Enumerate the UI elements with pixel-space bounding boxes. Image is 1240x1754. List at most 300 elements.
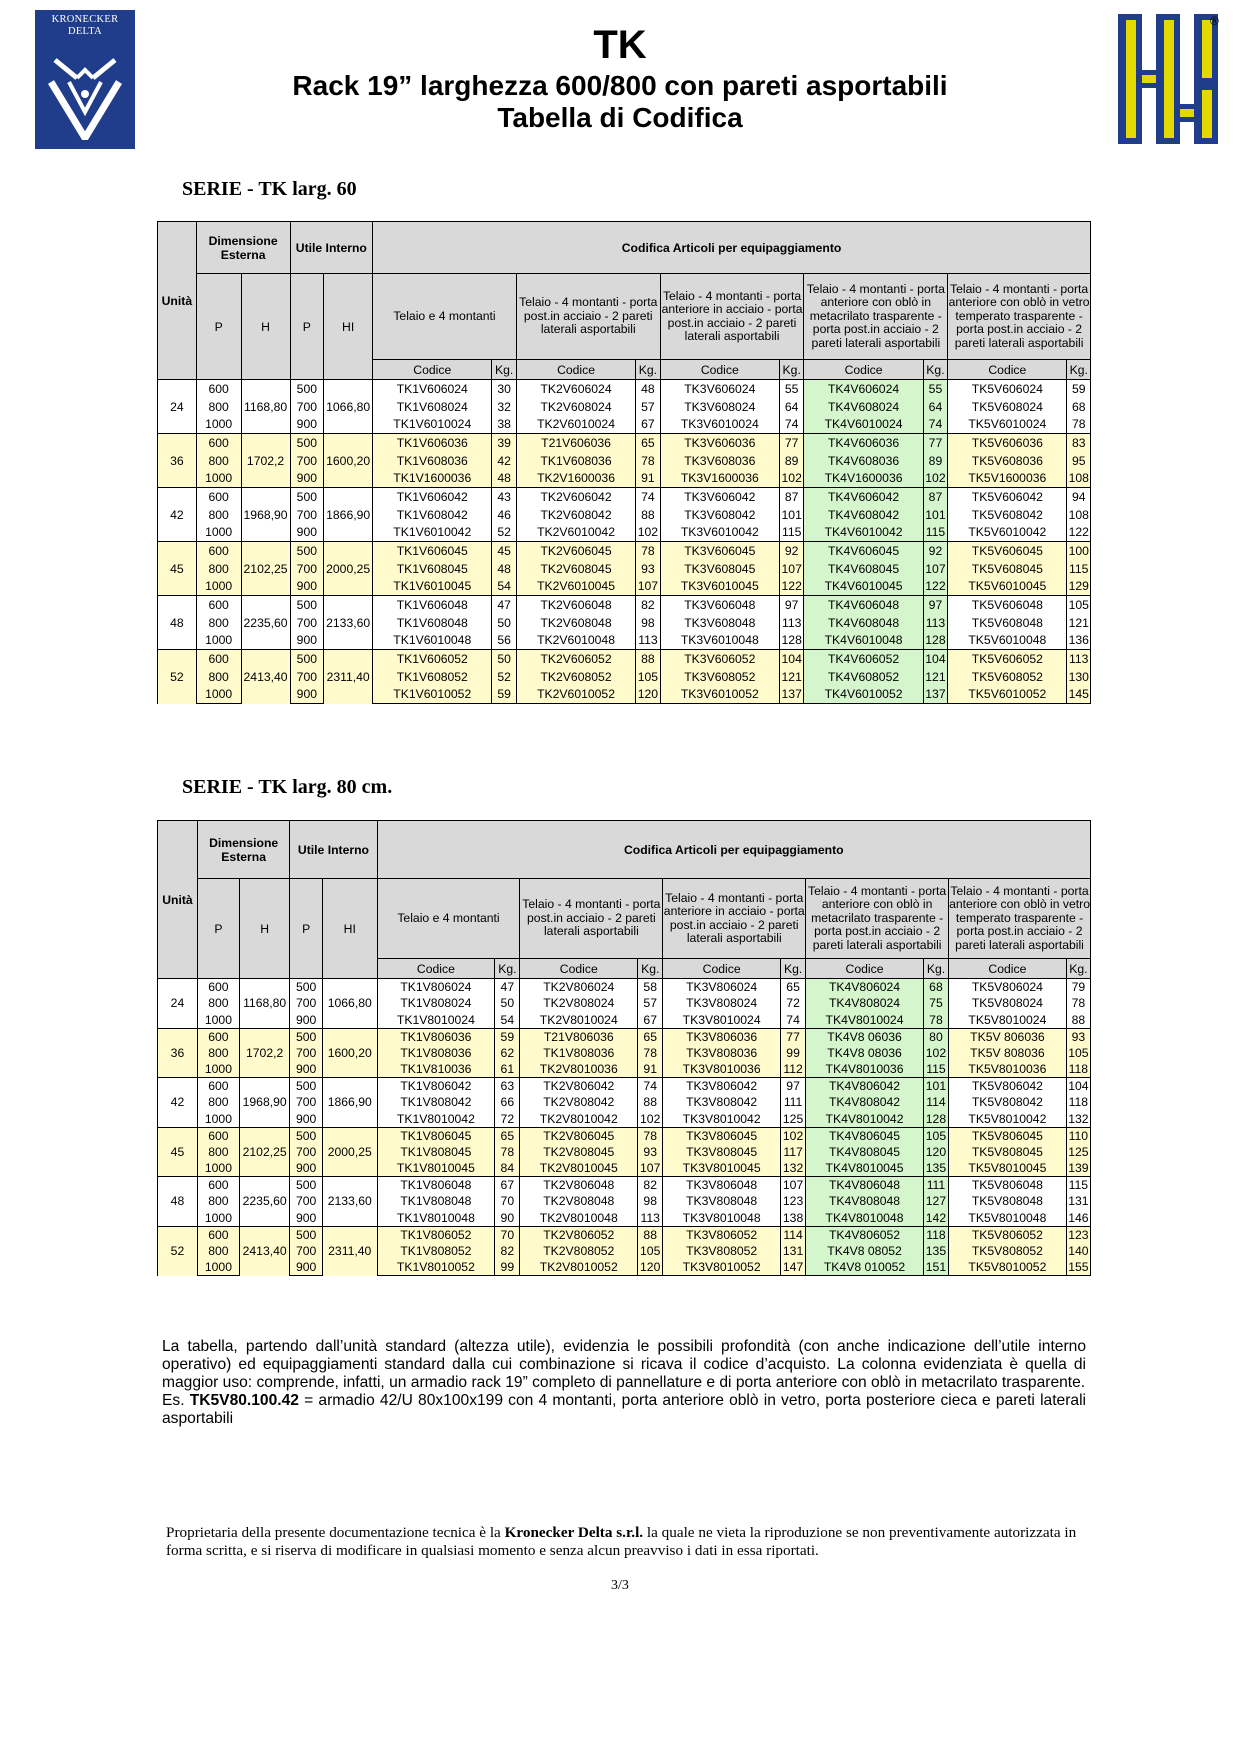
cell-kg: 107 <box>638 1160 663 1177</box>
cell-kg: 114 <box>780 1226 805 1243</box>
cell-kg: 58 <box>638 979 663 996</box>
cell-p: 800 <box>197 1094 239 1111</box>
table-row <box>158 596 1091 614</box>
cell-codice: TK1V608024 <box>373 398 492 416</box>
cell-kg: 93 <box>638 1144 663 1161</box>
cell-codice: TK2V6010048 <box>516 632 635 650</box>
cell-p-utile: 900 <box>290 416 324 434</box>
cell-codice: TK3V608048 <box>660 614 779 632</box>
cell-codice: TK5V1600036 <box>948 470 1067 488</box>
cell-p: 800 <box>196 506 241 524</box>
cell-unita: 45 <box>158 542 197 596</box>
page-number: 3/3 <box>611 1578 629 1593</box>
cell-codice: TK4V806052 <box>806 1226 924 1243</box>
cell-codice: TK1V608042 <box>373 506 492 524</box>
cell-unita: 24 <box>158 380 197 434</box>
cell-kg: 112 <box>780 1061 805 1078</box>
header-util-hi: HI <box>322 879 377 979</box>
cell-kg: 118 <box>923 1226 948 1243</box>
table-row <box>158 578 1091 596</box>
cell-codice: TK4V606036 <box>804 434 923 452</box>
cell-codice: TK3V606024 <box>660 380 779 398</box>
cell-kg: 132 <box>780 1160 805 1177</box>
cell-unita: 52 <box>158 1226 198 1276</box>
header-codice: Codice <box>516 360 635 380</box>
config-label-4: Telaio - 4 montanti - porta anteriore con oblò in metacrilato trasparente - porta post.in acciaio - 2 pareti laterali asportabili <box>804 274 948 360</box>
cell-codice: TK5V808052 <box>949 1243 1067 1260</box>
table-row <box>158 1210 1091 1227</box>
cell-codice: TK1V6010048 <box>373 632 492 650</box>
cell-kg: 131 <box>1068 1194 1089 1209</box>
cell-codice: TK5V606048 <box>948 596 1067 614</box>
cell-kg: 54 <box>492 578 516 596</box>
cell-codice: TK4V8 08052 <box>806 1243 924 1260</box>
cell-kg: 82 <box>495 1243 520 1260</box>
config-label-3: Telaio - 4 montanti - porta anteriore in acciaio - porta post.in acciaio - 2 pareti laterali asportabili <box>663 879 806 959</box>
config-label-4: Telaio - 4 montanti - porta anteriore con oblò in metacrilato trasparente - porta post.in acciaio - 2 pareti laterali asportabili <box>806 879 949 959</box>
cell-codice: TK3V6010045 <box>660 578 779 596</box>
cell-codice: TK4V608048 <box>804 614 923 632</box>
cell-codice: TK2V608024 <box>516 398 635 416</box>
cell-codice: TK2V1600036 <box>516 470 635 488</box>
cell-codice: TK4V8 08036 <box>806 1045 924 1062</box>
cell-kg: 140 <box>1068 1243 1089 1258</box>
config-label-1: Telaio e 4 montanti <box>377 879 520 959</box>
header-codice: Codice <box>949 959 1067 979</box>
cell-p: 1000 <box>197 1012 239 1029</box>
cell-kg: 80 <box>923 1028 948 1045</box>
cell-codice: TK5V808042 <box>949 1094 1067 1111</box>
cell-kg: 47 <box>495 979 520 996</box>
cell-p: 600 <box>197 1078 239 1095</box>
cell-kg: 65 <box>780 979 805 996</box>
cell-hi: 1866,90 <box>322 1078 377 1128</box>
cell-kg: 61 <box>495 1061 520 1078</box>
cell-codice: TK2V606048 <box>516 596 635 614</box>
cell-kg: 59 <box>492 686 516 704</box>
cell-p-utile: 500 <box>290 650 324 668</box>
cell-kg: 107 <box>780 1177 805 1194</box>
header-dim-p: P <box>196 274 241 380</box>
cell-codice: TK5V806052 <box>949 1226 1067 1243</box>
cell-codice: TK5V6010048 <box>948 632 1067 650</box>
cell-kg: 105 <box>1067 596 1091 614</box>
cell-codice: TK5V 808036 <box>949 1045 1067 1062</box>
cell-p: 1000 <box>196 416 241 434</box>
cell-kg: 78 <box>923 1012 948 1029</box>
cell-codice: TK3V6010042 <box>660 524 779 542</box>
cell-kg: 94 <box>1067 488 1091 506</box>
table-row <box>158 542 1091 560</box>
cell-codice: TK5V808045 <box>949 1144 1067 1161</box>
header-kg: Kg. <box>1067 360 1091 380</box>
cell-kg: 50 <box>495 995 520 1012</box>
cell-kg: 118 <box>1066 1094 1090 1111</box>
cell-p: 600 <box>196 434 241 452</box>
cell-p-utile: 900 <box>290 1061 323 1078</box>
cell-kg: 101 <box>923 1078 948 1095</box>
cell-codice: TK4V608036 <box>804 452 923 470</box>
cell-p: 800 <box>197 1243 239 1260</box>
cell-codice: TK2V606024 <box>516 380 635 398</box>
cell-codice: TK2V606045 <box>516 542 635 560</box>
cell-h: 2413,40 <box>239 1226 289 1276</box>
config-label-2: Telaio - 4 montanti - porta post.in acciaio - 2 pareti laterali asportabili <box>516 274 660 360</box>
cell-h: 1702,2 <box>241 434 290 488</box>
cell-kg: 74 <box>636 488 660 506</box>
cell-codice: TK5V 806036 <box>949 1028 1067 1045</box>
table-row <box>158 614 1091 632</box>
cell-kg: 125 <box>780 1111 805 1128</box>
cell-codice: TK5V608042 <box>948 506 1067 524</box>
cell-kg: 67 <box>495 1177 520 1194</box>
cell-hi: 2000,25 <box>322 1127 377 1177</box>
cell-kg: 107 <box>779 560 803 578</box>
cell-codice: TK1V808042 <box>377 1094 495 1111</box>
header-unita: Unità <box>158 222 197 380</box>
cell-kg: 65 <box>638 1028 663 1045</box>
cell-codice: TK4V608052 <box>804 668 923 686</box>
cell-p: 800 <box>196 452 241 470</box>
cell-p-utile: 700 <box>290 452 324 470</box>
cell-codice: TK3V606042 <box>660 488 779 506</box>
cell-kg: 70 <box>495 1193 520 1210</box>
cell-hi: 1066,80 <box>324 380 373 434</box>
cell-unita: 36 <box>158 1028 198 1078</box>
cell-codice: TK1V6010042 <box>373 524 492 542</box>
cell-codice: TK5V806048 <box>949 1177 1067 1194</box>
table-row <box>158 1045 1091 1062</box>
header-codice: Codice <box>520 959 638 979</box>
cell-p: 600 <box>197 1177 239 1194</box>
cell-kg: 78 <box>638 1045 663 1062</box>
cell-p-utile: 500 <box>290 1226 323 1243</box>
cell-codice: TK4V8 06036 <box>806 1028 924 1045</box>
cell-codice: TK5V6010052 <box>948 686 1067 704</box>
cell-codice: TK3V606045 <box>660 542 779 560</box>
cell-p-utile: 700 <box>290 668 324 686</box>
note-text: La tabella, partendo dall’unità standard (altezza utile), evidenzia le possibili profondità (con anche indicazione dell’utile interno operativo) ed equipaggiamenti standard dalla cui combinazione si ricava il codice d’acquisto. La colonna evidenziata è quella di maggior uso: comprende, infatti, un armadio rack 19” completo di pannellature e di porta anteriore con oblò in metacrilato trasparente. <box>162 1338 1086 1391</box>
cell-kg: 55 <box>779 380 803 398</box>
header-util-p: P <box>290 274 324 380</box>
cell-kg: 68 <box>923 979 948 996</box>
cell-kg: 74 <box>779 416 803 434</box>
cell-kg: 89 <box>923 452 947 470</box>
cell-p: 1000 <box>197 1061 239 1078</box>
cell-p: 1000 <box>197 1210 239 1227</box>
cell-codice: TK2V8010042 <box>520 1111 638 1128</box>
cell-p: 800 <box>196 560 241 578</box>
cell-p: 800 <box>197 1193 239 1210</box>
cell-codice: TK1V608036 <box>516 452 635 470</box>
cell-kg: 128 <box>923 632 947 650</box>
cell-codice: TK4V8010048 <box>806 1210 924 1227</box>
cell-p: 1000 <box>196 578 241 596</box>
cell-kg: 78 <box>636 542 660 560</box>
cell-codice: TK5V808048 <box>949 1193 1067 1210</box>
config-label-1: Telaio e 4 montanti <box>373 274 517 360</box>
cell-kg: 78 <box>495 1144 520 1161</box>
cell-kg: 120 <box>638 1259 663 1276</box>
cell-kg: 64 <box>779 398 803 416</box>
cell-codice: TK4V608045 <box>804 560 923 578</box>
cell-codice: TK3V1600036 <box>660 470 779 488</box>
cell-kg: 63 <box>495 1078 520 1095</box>
cell-kg: 83 <box>1067 434 1091 452</box>
cell-codice: TK1V808052 <box>377 1243 495 1260</box>
cell-kg: 50 <box>492 614 516 632</box>
table-row <box>158 524 1091 542</box>
cell-kg: 82 <box>636 596 660 614</box>
cell-codice: TK2V608052 <box>516 668 635 686</box>
cell-hi: 2000,25 <box>324 542 373 596</box>
footer-company: Kronecker Delta s.r.l. <box>504 1524 644 1541</box>
cell-kg: 120 <box>923 1144 948 1161</box>
cell-p-utile: 900 <box>290 632 324 650</box>
cell-codice: TK3V806052 <box>663 1226 781 1243</box>
cell-kg: 52 <box>492 668 516 686</box>
cell-kg: 101 <box>779 506 803 524</box>
cell-codice: TK5V806042 <box>949 1078 1067 1095</box>
cell-p-utile: 700 <box>290 614 324 632</box>
cell-kg: 90 <box>495 1210 520 1227</box>
cell-codice: TK1V608045 <box>373 560 492 578</box>
cell-p: 600 <box>196 488 241 506</box>
cell-codice: TK5V8010042 <box>949 1111 1067 1128</box>
cell-h: 2235,60 <box>239 1177 289 1227</box>
cell-codice: TK2V8010045 <box>520 1160 638 1177</box>
explanatory-note <box>162 1338 1086 1428</box>
cell-codice: TK5V606052 <box>948 650 1067 668</box>
cell-kg: 48 <box>492 560 516 578</box>
footer-text-1: Proprietaria della presente documentazione tecnica è la <box>166 1524 505 1541</box>
header-codifica: Codifica Articoli per equipaggiamento <box>377 821 1090 879</box>
cell-kg: 91 <box>638 1061 663 1078</box>
cell-kg: 91 <box>636 470 660 488</box>
cell-h: 2235,60 <box>241 596 290 650</box>
cell-p: 1000 <box>197 1259 239 1276</box>
cell-p-utile: 700 <box>290 1243 323 1260</box>
header-dim-h: H <box>239 879 289 979</box>
cell-codice: TK1V806045 <box>377 1127 495 1144</box>
cell-codice: TK2V808024 <box>520 995 638 1012</box>
cell-kg: 102 <box>923 1045 948 1062</box>
header-codice: Codice <box>377 959 495 979</box>
cell-codice: TK2V6010052 <box>516 686 635 704</box>
cell-kg: 115 <box>779 524 803 542</box>
header-unita: Unità <box>158 821 198 979</box>
cell-kg: 95 <box>1067 452 1091 470</box>
header-kg: Kg. <box>779 360 803 380</box>
cell-kg: 77 <box>923 434 947 452</box>
cell-kg: 39 <box>492 434 516 452</box>
cell-codice: TK1V608052 <box>373 668 492 686</box>
header-dimensione-esterna: Dimensione Esterna <box>197 821 289 879</box>
cell-codice: TK2V608045 <box>516 560 635 578</box>
cell-codice: TK2V6010045 <box>516 578 635 596</box>
cell-codice: TK5V606036 <box>948 434 1067 452</box>
series-80-table <box>157 820 1091 1276</box>
cell-kg: 113 <box>1067 650 1091 668</box>
cell-codice: TK5V806045 <box>949 1127 1067 1144</box>
header-kg: Kg. <box>636 360 660 380</box>
cell-codice: TK3V806036 <box>663 1028 781 1045</box>
config-label-3: Telaio - 4 montanti - porta anteriore in acciaio - porta post.in acciaio - 2 pareti laterali asportabili <box>660 274 804 360</box>
cell-kg: 97 <box>923 596 947 614</box>
cell-p-utile: 500 <box>290 1127 323 1144</box>
cell-codice: TK1V806052 <box>377 1226 495 1243</box>
cell-hi: 2311,40 <box>324 650 373 704</box>
series-60-title: SERIE - TK larg. 60 <box>182 178 357 200</box>
header-codifica: Codifica Articoli per equipaggiamento <box>373 222 1091 274</box>
cell-codice: TK2V806048 <box>520 1177 638 1194</box>
cell-codice: TK4V6010042 <box>804 524 923 542</box>
cell-codice: TK4V606048 <box>804 596 923 614</box>
cell-kg: 122 <box>1067 524 1091 542</box>
header-codice: Codice <box>806 959 924 979</box>
header-dim-p: P <box>197 879 239 979</box>
cell-codice: TK4V806024 <box>806 979 924 996</box>
cell-kg: 97 <box>779 596 803 614</box>
cell-p-utile: 500 <box>290 979 323 996</box>
cell-p-utile: 700 <box>290 995 323 1012</box>
cell-h: 1702,2 <box>239 1028 289 1078</box>
cell-codice: TK3V608024 <box>660 398 779 416</box>
cell-codice: TK1V6010024 <box>373 416 492 434</box>
cell-kg: 135 <box>923 1160 948 1177</box>
cell-codice: TK1V8010048 <box>377 1210 495 1227</box>
cell-p-utile: 700 <box>290 398 324 416</box>
cell-kg: 117 <box>780 1144 805 1161</box>
cell-codice: TK4V608042 <box>804 506 923 524</box>
cell-kg: 136 <box>1067 632 1091 650</box>
cell-unita: 36 <box>158 434 197 488</box>
cell-kg: 128 <box>779 632 803 650</box>
cell-h: 1968,90 <box>239 1078 289 1128</box>
cell-kg: 125 <box>1068 1144 1089 1159</box>
cell-kg: 120 <box>636 686 660 704</box>
cell-kg: 104 <box>923 650 947 668</box>
cell-kg: 42 <box>492 452 516 470</box>
table-row <box>158 380 1091 398</box>
cell-unita: 42 <box>158 488 197 542</box>
cell-codice: TK3V6010024 <box>660 416 779 434</box>
cell-kg: 98 <box>636 614 660 632</box>
cell-kg: 84 <box>495 1160 520 1177</box>
cell-codice: TK3V808048 <box>663 1193 781 1210</box>
cell-kg: 139 <box>1068 1161 1089 1175</box>
cell-kg: 105 <box>636 668 660 686</box>
cell-p: 1000 <box>196 524 241 542</box>
cell-codice: TK2V608042 <box>516 506 635 524</box>
page-subtitle: Rack 19” larghezza 600/800 con pareti asportabili <box>292 70 948 101</box>
cell-kg: 87 <box>779 488 803 506</box>
cell-kg: 78 <box>1067 416 1091 434</box>
cell-kg: 107 <box>636 578 660 596</box>
cell-kg: 110 <box>1066 1127 1090 1144</box>
cell-kg: 78 <box>1066 995 1090 1012</box>
page-subtitle-2: Tabella di Codifica <box>497 102 743 133</box>
table-row <box>158 1078 1091 1095</box>
cell-kg: 62 <box>495 1045 520 1062</box>
cell-h: 1168,80 <box>241 380 290 434</box>
cell-codice: TK4V808042 <box>806 1094 924 1111</box>
header-dim-h: H <box>241 274 290 380</box>
cell-codice: TK4V1600036 <box>804 470 923 488</box>
cell-kg: 66 <box>495 1094 520 1111</box>
cell-codice: TK4V608024 <box>804 398 923 416</box>
cell-kg: 115 <box>923 1061 948 1078</box>
cell-p-utile: 700 <box>290 1193 323 1210</box>
header-util-p: P <box>290 879 323 979</box>
cell-codice: TK5V808024 <box>949 995 1067 1012</box>
cell-kg: 129 <box>1067 578 1091 596</box>
cell-kg: 108 <box>1067 470 1091 488</box>
cell-codice: TK5V608024 <box>948 398 1067 416</box>
cell-codice: TK4V808045 <box>806 1144 924 1161</box>
cell-codice: TK5V606042 <box>948 488 1067 506</box>
table-row <box>158 1259 1091 1276</box>
cell-kg: 145 <box>1067 686 1091 704</box>
cell-kg: 115 <box>1066 1177 1090 1194</box>
cell-kg: 121 <box>779 668 803 686</box>
table-row <box>158 560 1091 578</box>
cell-codice: TK1V608036 <box>373 452 492 470</box>
cell-p-utile: 500 <box>290 542 324 560</box>
cell-kg: 135 <box>923 1243 948 1260</box>
config-label-2: Telaio - 4 montanti - porta post.in acciaio - 2 pareti laterali asportabili <box>520 879 663 959</box>
cell-p-utile: 500 <box>290 488 324 506</box>
table-row <box>158 995 1091 1012</box>
cell-codice: TK4V8010024 <box>806 1012 924 1029</box>
cell-kg: 113 <box>638 1210 663 1227</box>
header-kg: Kg. <box>492 360 516 380</box>
cell-p-utile: 700 <box>290 1144 323 1161</box>
cell-kg: 115 <box>1067 560 1091 578</box>
table-row <box>158 1127 1091 1144</box>
cell-codice: TK4V606052 <box>804 650 923 668</box>
cell-codice: TK3V808042 <box>663 1094 781 1111</box>
cell-kg: 100 <box>1067 542 1091 560</box>
table-row <box>158 1061 1091 1078</box>
cell-codice: TK4V6010048 <box>804 632 923 650</box>
cell-codice: TK3V606036 <box>660 434 779 452</box>
cell-p: 600 <box>196 380 241 398</box>
cell-p-utile: 700 <box>290 560 324 578</box>
cell-kg: 137 <box>923 686 947 704</box>
cell-p: 800 <box>196 614 241 632</box>
cell-kg: 56 <box>492 632 516 650</box>
cell-kg: 92 <box>779 542 803 560</box>
cell-kg: 74 <box>923 416 947 434</box>
cell-p: 600 <box>197 1028 239 1045</box>
cell-codice: TK3V8010052 <box>663 1259 781 1276</box>
header-utile-interno: Utile Interno <box>290 222 373 274</box>
cell-p: 600 <box>196 542 241 560</box>
cell-kg: 123 <box>1068 1227 1089 1242</box>
header-utile-interno: Utile Interno <box>290 821 377 879</box>
cell-codice: TK4V8 010052 <box>806 1259 924 1276</box>
cell-codice: TK2V808048 <box>520 1193 638 1210</box>
cell-codice: TK5V8010052 <box>949 1259 1067 1276</box>
footer-text-2: la quale ne vieta la riproduzione se non preventivamente autorizzata in forma scritta, e si riserva di modificare in qualsiasi momento e senza alcun preavviso i dati in essa riportati. <box>166 1524 1077 1559</box>
cell-kg: 45 <box>492 542 516 560</box>
cell-kg: 118 <box>1066 1061 1090 1078</box>
cell-codice: TK4V808024 <box>806 995 924 1012</box>
series-60-table <box>157 221 1091 704</box>
cell-kg: 105 <box>923 1127 948 1144</box>
cell-codice: TK3V608052 <box>660 668 779 686</box>
